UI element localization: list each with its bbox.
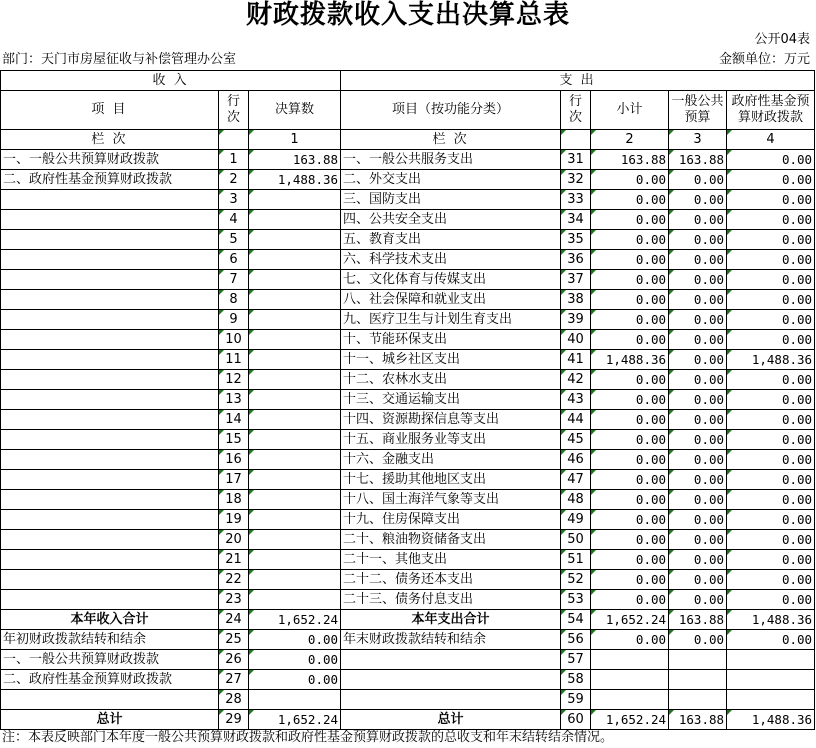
expense-general: 0.00 — [669, 430, 727, 450]
expense-item: 三、国防支出 — [341, 190, 561, 210]
expense-subtotal: 0.00 — [591, 310, 669, 330]
income-line: 10 — [219, 330, 249, 350]
expense-item: 八、社会保障和就业支出 — [341, 290, 561, 310]
income-item — [1, 370, 219, 390]
income-amount — [249, 210, 341, 230]
income-line: 1 — [219, 150, 249, 170]
income-amount — [249, 570, 341, 590]
expense-fund: 0.00 — [727, 450, 815, 470]
table-row — [1, 150, 815, 170]
carry-fund-label: 二、政府性基金预算财政拨款 — [1, 670, 219, 690]
income-item — [1, 210, 219, 230]
carry-fund-out-line: 58 — [561, 670, 591, 690]
expense-general: 0.00 — [669, 350, 727, 370]
income-item — [1, 550, 219, 570]
carry-fund-line: 27 — [219, 670, 249, 690]
blank-out-subtotal — [591, 690, 669, 710]
expense-subtotal: 0.00 — [591, 190, 669, 210]
income-amount — [249, 270, 341, 290]
col-index-label: 栏 次 — [1, 130, 219, 150]
expense-fund: 0.00 — [727, 290, 815, 310]
expense-subtotal: 0.00 — [591, 550, 669, 570]
expense-fund: 0.00 — [727, 370, 815, 390]
income-item — [1, 190, 219, 210]
expense-line: 44 — [561, 410, 591, 430]
table-row — [1, 330, 815, 350]
section-header-row — [1, 71, 815, 91]
table-row — [1, 470, 815, 490]
col-header-final-amount: 决算数 — [249, 91, 341, 130]
expense-subtotal: 1,488.36 — [591, 350, 669, 370]
expense-general: 0.00 — [669, 390, 727, 410]
expense-item: 一、一般公共服务支出 — [341, 150, 561, 170]
expense-fund: 0.00 — [727, 250, 815, 270]
table-row — [1, 210, 815, 230]
expense-general: 0.00 — [669, 290, 727, 310]
income-amount — [249, 450, 341, 470]
expense-item: 五、教育支出 — [341, 230, 561, 250]
expense-item: 十五、商业服务业等支出 — [341, 430, 561, 450]
carry-fund-out-subtotal — [591, 670, 669, 690]
income-line: 12 — [219, 370, 249, 390]
col-index-1: 1 — [249, 130, 341, 150]
carry-general-out-fund — [727, 650, 815, 670]
col-header-line-no-expense: 行次 — [561, 91, 591, 130]
expense-fund: 0.00 — [727, 590, 815, 610]
table-row — [1, 230, 815, 250]
income-item — [1, 270, 219, 290]
expense-fund: 0.00 — [727, 530, 815, 550]
expense-fund: 0.00 — [727, 150, 815, 170]
expense-fund: 0.00 — [727, 330, 815, 350]
expense-item: 四、公共安全支出 — [341, 210, 561, 230]
table-row — [1, 490, 815, 510]
expense-subtotal: 0.00 — [591, 430, 669, 450]
income-amount — [249, 230, 341, 250]
expense-section-header: 支 出 — [341, 71, 815, 91]
expense-general: 0.00 — [669, 450, 727, 470]
income-line: 23 — [219, 590, 249, 610]
col-index-4: 4 — [727, 130, 815, 150]
table-row — [1, 290, 815, 310]
expense-item: 二十三、债务付息支出 — [341, 590, 561, 610]
expense-general: 0.00 — [669, 330, 727, 350]
blank-row — [1, 690, 815, 710]
carryover-row — [1, 630, 815, 650]
form-code: 公开04表 — [754, 32, 810, 47]
expense-fund: 0.00 — [727, 490, 815, 510]
expense-line: 46 — [561, 450, 591, 470]
expense-general: 0.00 — [669, 250, 727, 270]
income-item — [1, 510, 219, 530]
income-total-label: 本年收入合计 — [1, 610, 219, 630]
col-index-3: 3 — [669, 130, 727, 150]
income-amount — [249, 350, 341, 370]
income-amount — [249, 530, 341, 550]
table-row — [1, 530, 815, 550]
carry-general-out-subtotal — [591, 650, 669, 670]
blank-line: 28 — [219, 690, 249, 710]
income-line: 9 — [219, 310, 249, 330]
income-item — [1, 330, 219, 350]
blank-out-line: 59 — [561, 690, 591, 710]
col-index-empty-expense — [561, 130, 591, 150]
expense-general: 0.00 — [669, 210, 727, 230]
expense-general: 0.00 — [669, 470, 727, 490]
table-row — [1, 570, 815, 590]
income-amount — [249, 550, 341, 570]
carryover-fund-row — [1, 670, 815, 690]
report-title: 财政拨款收入支出决算总表 — [245, 0, 570, 30]
expense-line: 49 — [561, 510, 591, 530]
carryover-end-fund: 0.00 — [727, 630, 815, 650]
expense-fund: 0.00 — [727, 310, 815, 330]
expense-item: 十二、农林水支出 — [341, 370, 561, 390]
expense-general: 0.00 — [669, 410, 727, 430]
blank-out-general — [669, 690, 727, 710]
expense-line: 42 — [561, 370, 591, 390]
expense-item: 二、外交支出 — [341, 170, 561, 190]
col-header-line-no: 行次 — [219, 91, 249, 130]
grand-total-row — [1, 710, 815, 730]
income-amount — [249, 590, 341, 610]
expense-subtotal: 0.00 — [591, 330, 669, 350]
col-header-subtotal: 小计 — [591, 91, 669, 130]
grand-total-in-amount: 1,652.24 — [249, 710, 341, 730]
expense-general: 0.00 — [669, 550, 727, 570]
table-row — [1, 270, 815, 290]
expense-fund: 0.00 — [727, 570, 815, 590]
carryover-end-general: 0.00 — [669, 630, 727, 650]
income-item — [1, 430, 219, 450]
income-line: 14 — [219, 410, 249, 430]
carryover-begin-amount: 0.00 — [249, 630, 341, 650]
income-amount: 1,488.36 — [249, 170, 341, 190]
income-line: 22 — [219, 570, 249, 590]
table-row — [1, 250, 815, 270]
table-row — [1, 510, 815, 530]
income-amount — [249, 390, 341, 410]
table-row — [1, 190, 815, 210]
grand-total-fund: 1,488.36 — [727, 710, 815, 730]
expense-general: 0.00 — [669, 370, 727, 390]
expense-item: 十三、交通运输支出 — [341, 390, 561, 410]
expense-subtotal: 0.00 — [591, 210, 669, 230]
grand-total-out-label: 总计 — [341, 710, 561, 730]
expense-item: 十八、国土海洋气象等支出 — [341, 490, 561, 510]
col-header-gov-fund: 政府性基金预算财政拨款 — [727, 91, 815, 130]
carry-general-line: 26 — [219, 650, 249, 670]
blank-in-item — [1, 690, 219, 710]
expense-line: 34 — [561, 210, 591, 230]
income-amount — [249, 370, 341, 390]
carry-general-amount: 0.00 — [249, 650, 341, 670]
expense-total-fund: 1,488.36 — [727, 610, 815, 630]
expense-general: 163.88 — [669, 150, 727, 170]
table-row — [1, 590, 815, 610]
expense-line: 39 — [561, 310, 591, 330]
expense-fund: 0.00 — [727, 550, 815, 570]
grand-total-out-line: 60 — [561, 710, 591, 730]
expense-line: 51 — [561, 550, 591, 570]
expense-subtotal: 0.00 — [591, 530, 669, 550]
income-line: 16 — [219, 450, 249, 470]
expense-subtotal: 0.00 — [591, 450, 669, 470]
unit-label: 金额单位：万元 — [718, 52, 810, 67]
income-item: 二、政府性基金预算财政拨款 — [1, 170, 219, 190]
income-item — [1, 450, 219, 470]
income-line: 19 — [219, 510, 249, 530]
income-amount — [249, 410, 341, 430]
expense-subtotal: 0.00 — [591, 570, 669, 590]
income-total-amount: 1,652.24 — [249, 610, 341, 630]
expense-fund: 1,488.36 — [727, 350, 815, 370]
expense-general: 0.00 — [669, 190, 727, 210]
income-line: 13 — [219, 390, 249, 410]
expense-subtotal: 0.00 — [591, 290, 669, 310]
expense-line: 48 — [561, 490, 591, 510]
blank-in-amount — [249, 690, 341, 710]
carry-fund-out-general — [669, 670, 727, 690]
expense-subtotal: 0.00 — [591, 410, 669, 430]
income-line: 15 — [219, 430, 249, 450]
income-amount: 163.88 — [249, 150, 341, 170]
expense-item: 十四、资源勘探信息等支出 — [341, 410, 561, 430]
expense-subtotal: 0.00 — [591, 170, 669, 190]
column-header-row — [1, 91, 815, 130]
expense-fund: 0.00 — [727, 410, 815, 430]
annual-total-row — [1, 610, 815, 630]
carry-general-out-item — [341, 650, 561, 670]
carryover-end-subtotal: 0.00 — [591, 630, 669, 650]
expense-fund: 0.00 — [727, 510, 815, 530]
expense-item: 十一、城乡社区支出 — [341, 350, 561, 370]
footnote: 注：本表反映部门本年度一般公共预算财政拨款和政府性基金预算财政拨款的总收支和年末结转结余情况。 — [2, 730, 614, 745]
income-total-line: 24 — [219, 610, 249, 630]
expense-total-label: 本年支出合计 — [341, 610, 561, 630]
expense-fund: 0.00 — [727, 230, 815, 250]
col-index-2: 2 — [591, 130, 669, 150]
expense-subtotal: 0.00 — [591, 490, 669, 510]
expense-subtotal: 0.00 — [591, 590, 669, 610]
expense-item: 二十、粮油物资储备支出 — [341, 530, 561, 550]
table-row — [1, 410, 815, 430]
expense-line: 47 — [561, 470, 591, 490]
income-item — [1, 290, 219, 310]
carryover-end-line: 56 — [561, 630, 591, 650]
expense-line: 52 — [561, 570, 591, 590]
table-row — [1, 370, 815, 390]
col-header-general-budget: 一般公共预算 — [669, 91, 727, 130]
income-line: 6 — [219, 250, 249, 270]
expense-fund: 0.00 — [727, 390, 815, 410]
expense-general: 0.00 — [669, 490, 727, 510]
carry-fund-out-item — [341, 670, 561, 690]
expense-line: 36 — [561, 250, 591, 270]
expense-line: 31 — [561, 150, 591, 170]
income-item — [1, 310, 219, 330]
expense-line: 32 — [561, 170, 591, 190]
table-row — [1, 550, 815, 570]
income-item — [1, 590, 219, 610]
income-amount — [249, 490, 341, 510]
expense-fund: 0.00 — [727, 210, 815, 230]
expense-subtotal: 0.00 — [591, 230, 669, 250]
grand-total-general: 163.88 — [669, 710, 727, 730]
expense-general: 0.00 — [669, 590, 727, 610]
expense-subtotal: 0.00 — [591, 270, 669, 290]
expense-line: 33 — [561, 190, 591, 210]
expense-item: 六、科学技术支出 — [341, 250, 561, 270]
carry-general-out-line: 57 — [561, 650, 591, 670]
income-line: 4 — [219, 210, 249, 230]
expense-fund: 0.00 — [727, 430, 815, 450]
income-line: 5 — [219, 230, 249, 250]
income-amount — [249, 510, 341, 530]
carry-fund-amount: 0.00 — [249, 670, 341, 690]
income-line: 2 — [219, 170, 249, 190]
table-row — [1, 390, 815, 410]
income-item — [1, 490, 219, 510]
income-amount — [249, 310, 341, 330]
expense-total-line: 54 — [561, 610, 591, 630]
col-header-item-by-function: 项目（按功能分类） — [341, 91, 561, 130]
income-item — [1, 570, 219, 590]
col-header-item: 项 目 — [1, 91, 219, 130]
col-index-label-expense: 栏 次 — [341, 130, 561, 150]
expense-subtotal: 0.00 — [591, 390, 669, 410]
income-line: 11 — [219, 350, 249, 370]
carry-general-label: 一、一般公共预算财政拨款 — [1, 650, 219, 670]
expense-item: 十七、援助其他地区支出 — [341, 470, 561, 490]
expense-fund: 0.00 — [727, 470, 815, 490]
expense-item: 二十二、债务还本支出 — [341, 570, 561, 590]
income-amount — [249, 330, 341, 350]
grand-total-in-line: 29 — [219, 710, 249, 730]
expense-general: 0.00 — [669, 510, 727, 530]
expense-general: 0.00 — [669, 310, 727, 330]
income-item — [1, 390, 219, 410]
expense-item: 十六、金融支出 — [341, 450, 561, 470]
blank-out-item — [341, 690, 561, 710]
income-line: 7 — [219, 270, 249, 290]
expense-line: 43 — [561, 390, 591, 410]
income-amount — [249, 470, 341, 490]
table-row — [1, 450, 815, 470]
income-line: 17 — [219, 470, 249, 490]
income-amount — [249, 290, 341, 310]
expense-line: 37 — [561, 270, 591, 290]
income-item — [1, 350, 219, 370]
expense-item: 二十一、其他支出 — [341, 550, 561, 570]
income-item — [1, 230, 219, 250]
income-amount — [249, 250, 341, 270]
blank-out-fund — [727, 690, 815, 710]
expense-subtotal: 0.00 — [591, 370, 669, 390]
expense-subtotal: 163.88 — [591, 150, 669, 170]
grand-total-subtotal: 1,652.24 — [591, 710, 669, 730]
expense-line: 53 — [561, 590, 591, 610]
expense-subtotal: 0.00 — [591, 470, 669, 490]
expense-general: 0.00 — [669, 270, 727, 290]
expense-line: 50 — [561, 530, 591, 550]
expense-subtotal: 0.00 — [591, 250, 669, 270]
expense-line: 35 — [561, 230, 591, 250]
expense-line: 40 — [561, 330, 591, 350]
carryover-end-label: 年末财政拨款结转和结余 — [341, 630, 561, 650]
table-row — [1, 350, 815, 370]
expense-item: 十九、住房保障支出 — [341, 510, 561, 530]
col-index-empty — [219, 130, 249, 150]
column-index-row — [1, 130, 815, 150]
carryover-begin-line: 25 — [219, 630, 249, 650]
income-line: 21 — [219, 550, 249, 570]
income-item — [1, 250, 219, 270]
income-section-header: 收 入 — [1, 71, 341, 91]
grand-total-in-label: 总计 — [1, 710, 219, 730]
expense-total-subtotal: 1,652.24 — [591, 610, 669, 630]
income-amount — [249, 190, 341, 210]
carry-fund-out-fund — [727, 670, 815, 690]
carry-general-out-general — [669, 650, 727, 670]
expense-line: 45 — [561, 430, 591, 450]
expense-line: 41 — [561, 350, 591, 370]
expense-general: 0.00 — [669, 230, 727, 250]
table-row — [1, 170, 815, 190]
carryover-general-row — [1, 650, 815, 670]
expense-fund: 0.00 — [727, 190, 815, 210]
department-label: 部门：天门市房屋征收与补偿管理办公室 — [2, 52, 237, 67]
financial-table — [0, 70, 815, 730]
income-item — [1, 410, 219, 430]
table-row — [1, 310, 815, 330]
expense-general: 0.00 — [669, 170, 727, 190]
expense-item: 九、医疗卫生与计划生育支出 — [341, 310, 561, 330]
table-row — [1, 430, 815, 450]
income-line: 8 — [219, 290, 249, 310]
expense-item: 十、节能环保支出 — [341, 330, 561, 350]
expense-line: 38 — [561, 290, 591, 310]
income-line: 3 — [219, 190, 249, 210]
expense-item: 七、文化体育与传媒支出 — [341, 270, 561, 290]
income-item — [1, 470, 219, 490]
income-line: 18 — [219, 490, 249, 510]
carryover-begin-label: 年初财政拨款结转和结余 — [1, 630, 219, 650]
expense-subtotal: 0.00 — [591, 510, 669, 530]
income-amount — [249, 430, 341, 450]
expense-fund: 0.00 — [727, 170, 815, 190]
expense-total-general: 163.88 — [669, 610, 727, 630]
income-line: 20 — [219, 530, 249, 550]
income-item: 一、一般公共预算财政拨款 — [1, 150, 219, 170]
income-item — [1, 530, 219, 550]
expense-general: 0.00 — [669, 530, 727, 550]
expense-fund: 0.00 — [727, 270, 815, 290]
expense-general: 0.00 — [669, 570, 727, 590]
